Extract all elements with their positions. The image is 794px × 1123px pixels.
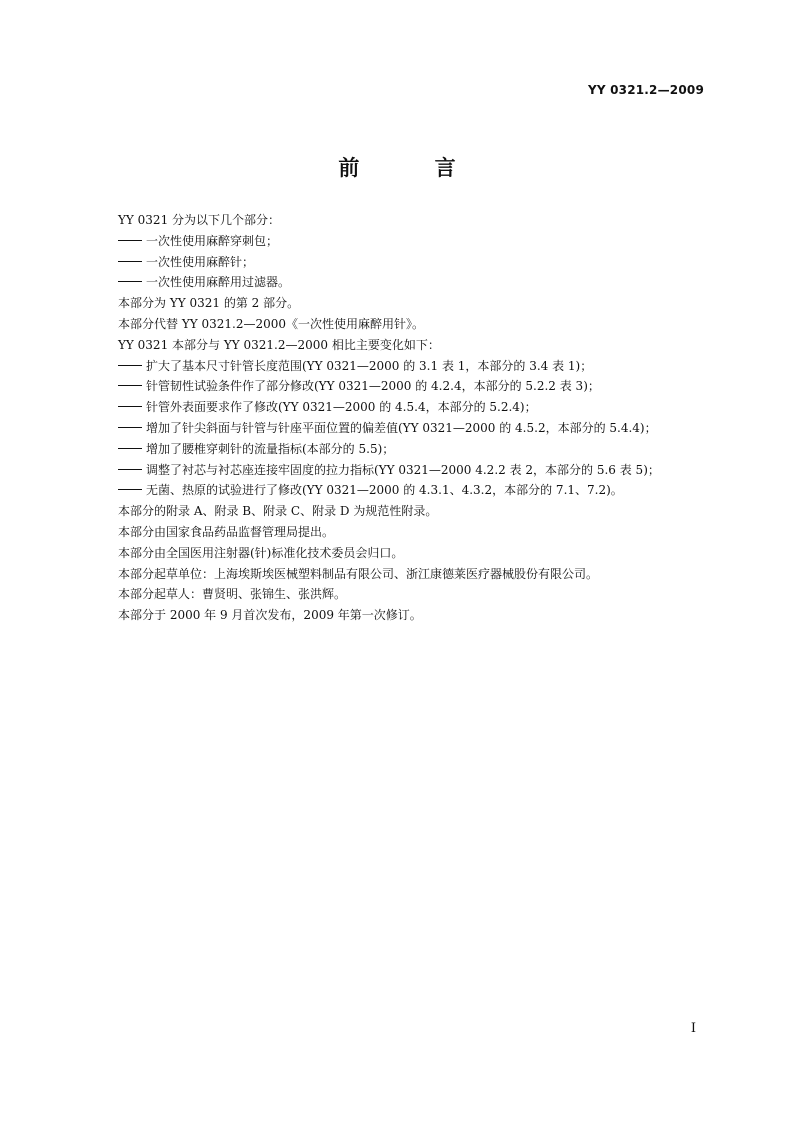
paragraph <box>118 564 708 585</box>
paragraph-text: YY 0321 分为以下几个部分： <box>118 213 281 227</box>
paragraph <box>118 584 708 605</box>
em-dash-marker <box>118 406 142 407</box>
list-item <box>118 397 708 418</box>
paragraph-text: 本部分由国家食品药品监督管理局提出。 <box>118 524 335 539</box>
paragraph-text: 调整了衬芯与衬芯座连接牢固度的拉力指标(YY 0321—2000 4.2.2 表 2，本部分的 5.6 表 5)； <box>146 462 660 477</box>
em-dash-marker <box>118 385 142 386</box>
paragraph-text: 本部分起草单位：上海埃斯埃医械塑料制品有限公司、浙江康德莱医疗器械股份有限公司。 <box>118 566 599 581</box>
document-code: YY 0321.2—2009 <box>587 83 704 97</box>
paragraph-text: 本部分于 2000 年 9 月首次发布，2009 年第一次修订。 <box>118 608 422 623</box>
paragraph-text: 针管外表面要求作了修改(YY 0321—2000 的 4.5.4，本部分的 5.2.4)； <box>146 400 537 415</box>
paragraph <box>118 335 708 356</box>
paragraph-text: 一次性使用麻醉用过滤器。 <box>146 275 291 290</box>
list-item <box>118 460 708 481</box>
list-item <box>118 418 708 439</box>
list-item <box>118 439 708 460</box>
paragraph-text: 本部分代替 YY 0321.2—2000《一次性使用麻醉用针》。 <box>118 316 425 331</box>
preface-body <box>118 210 708 626</box>
paragraph <box>118 314 708 335</box>
paragraph-text: 扩大了基本尺寸针管长度范围(YY 0321—2000 的 3.1 表 1，本部分的 3.4 表 1)； <box>146 358 593 373</box>
paragraph <box>118 293 708 314</box>
paragraph <box>118 210 708 231</box>
paragraph-text: 无菌、热原的试验进行了修改(YY 0321—2000 的 4.3.1、4.3.2，本部分的 7.1、7.2)。 <box>146 483 623 498</box>
list-item <box>118 376 708 397</box>
em-dash-marker <box>118 261 142 262</box>
em-dash-marker <box>118 448 142 449</box>
paragraph-text: YY 0321 本部分与 YY 0321.2—2000 相比主要变化如下： <box>118 337 440 352</box>
paragraph-text: 本部分起草人：曹贤明、张锦生、张洪辉。 <box>118 587 347 602</box>
list-item <box>118 356 708 377</box>
paragraph-text: 本部分为 YY 0321 的第 2 部分。 <box>118 296 300 311</box>
paragraph <box>118 501 708 522</box>
em-dash-marker <box>118 489 142 490</box>
paragraph <box>118 605 708 626</box>
list-item <box>118 272 708 293</box>
paragraph-text: 本部分的附录 A、附录 B、附录 C、附录 D 为规范性附录。 <box>118 504 438 519</box>
em-dash-marker <box>118 281 142 282</box>
paragraph-text: 增加了腰椎穿刺针的流量指标(本部分的 5.5)； <box>146 441 395 456</box>
paragraph-text: 本部分由全国医用注射器(针)标准化技术委员会归口。 <box>118 545 404 560</box>
em-dash-marker <box>118 240 142 241</box>
list-item <box>118 480 708 501</box>
em-dash-marker <box>118 365 142 366</box>
page-number: I <box>690 1021 696 1036</box>
paragraph-text: 增加了针尖斜面与针管与针座平面位置的偏差值(YY 0321—2000 的 4.5.2，本部分的 5.4.4)； <box>146 420 657 435</box>
paragraph-text: 一次性使用麻醉穿刺包； <box>146 233 279 248</box>
paragraph-text: 针管韧性试验条件作了部分修改(YY 0321—2000 的 4.2.4，本部分的 5.2.2 表 3)； <box>146 379 600 394</box>
list-item <box>118 252 708 273</box>
paragraph-text: 一次性使用麻醉针； <box>146 254 255 269</box>
em-dash-marker <box>118 427 142 428</box>
page-title: 前 言 <box>338 156 490 180</box>
paragraph <box>118 522 708 543</box>
em-dash-marker <box>118 469 142 470</box>
paragraph <box>118 543 708 564</box>
list-item <box>118 231 708 252</box>
